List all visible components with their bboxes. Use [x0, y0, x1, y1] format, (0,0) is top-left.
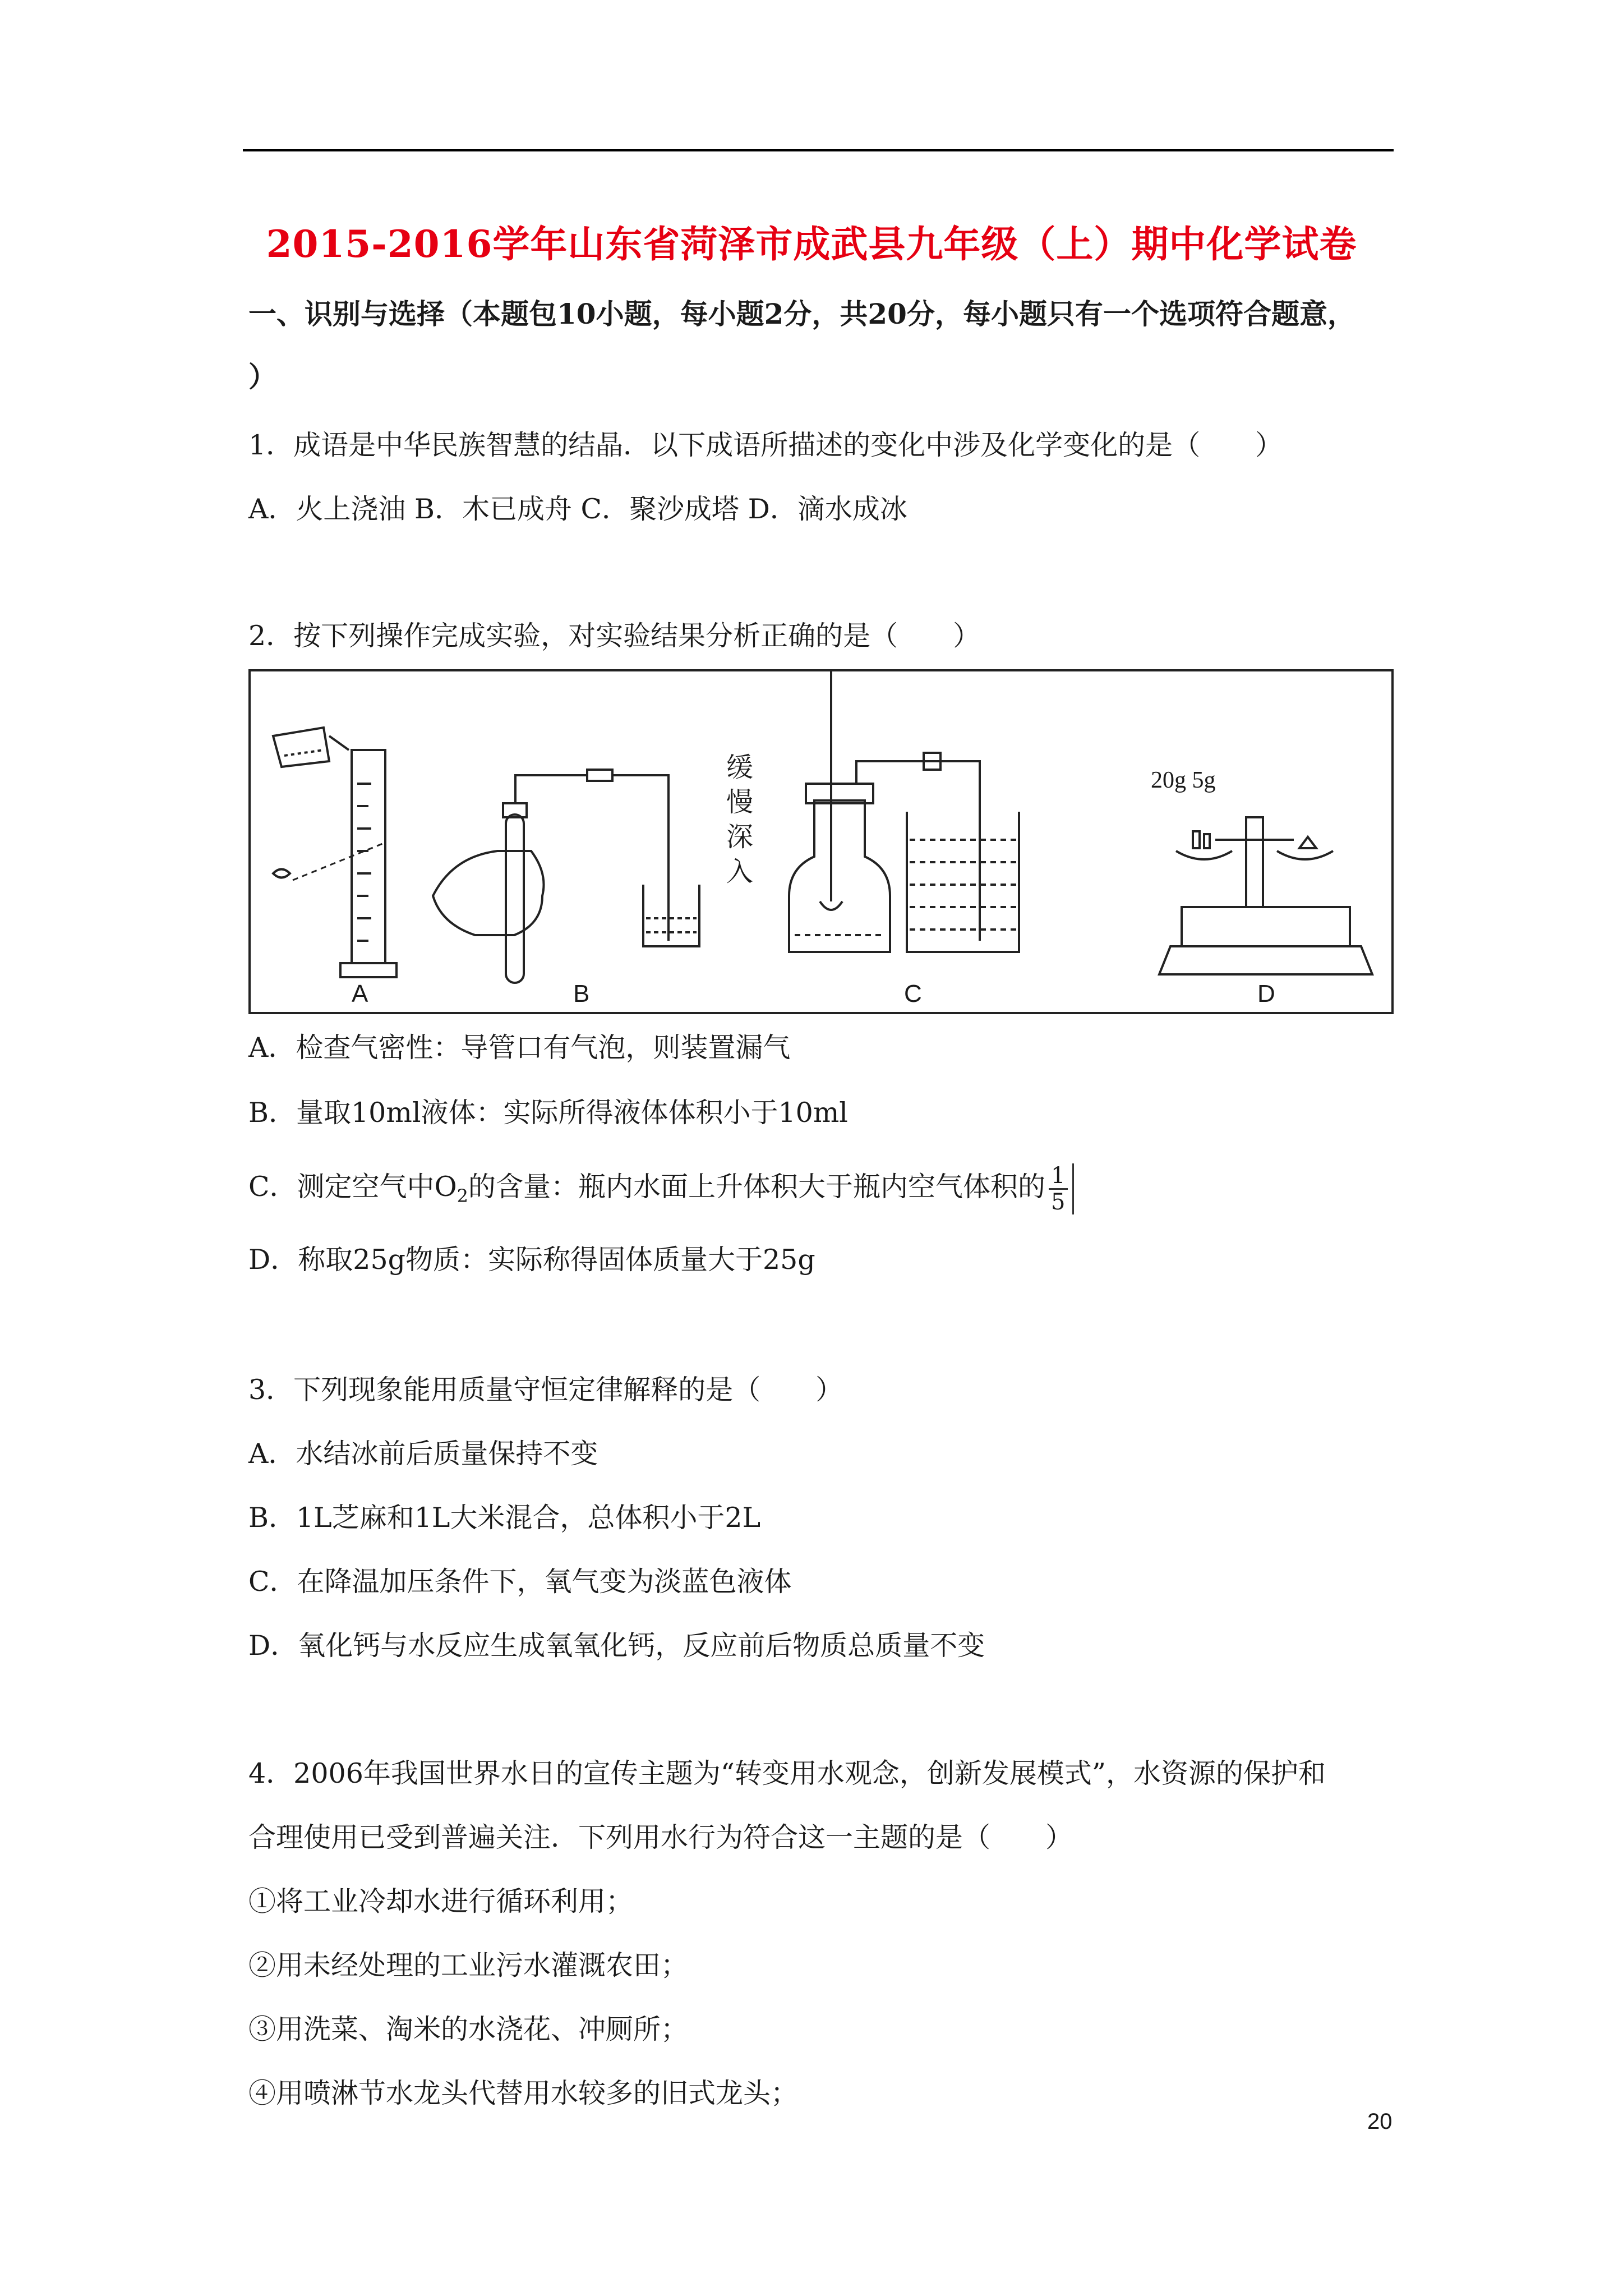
fraction-one-fifth: $\frac{1}{5}$: [1049, 1163, 1073, 1214]
section-heading-cont: ）: [248, 360, 276, 393]
q3-option-c: C．在降温加压条件下，氧气变为淡蓝色液体: [248, 1566, 792, 1598]
q2-option-d: D．称取25g物质：实际称得固体质量大于25g: [248, 1244, 815, 1276]
section-heading: 一、识别与选择（本题包10小题，每小题2分，共20分，每小题只有一个选项符合题意，: [248, 297, 1355, 330]
q4-stem-line1: 4．2006年我国世界水日的宣传主题为“转变用水观念，创新发展模式”，水资源的保护和: [248, 1757, 1326, 1789]
figure-label-c: C: [904, 980, 922, 1007]
q2-option-c: C．测定空气中$O_2$的含量：瓶内水面上升体积大于瓶内空气体积的 $\frac{1}{5}$: [248, 1163, 1074, 1214]
header-rule: [243, 149, 1394, 151]
q2-option-b: B．量取10ml液体：实际所得液体体积小于10ml: [248, 1097, 848, 1129]
q2-stem: 2．按下列操作完成实验，对实验结果分析正确的是（ ）: [248, 620, 981, 652]
q2-option-a: A．检查气密性：导管口有气泡，则装置漏气: [248, 1032, 791, 1064]
q3-option-d: D．氧化钙与水反应生成氧氧化钙，反应前后物质总质量不变: [248, 1630, 985, 1662]
q3-option-b: B．1L芝麻和1L大米混合，总体积小于2L: [248, 1502, 761, 1534]
q4-item-2: ②用未经处理的工业污水灌溉农田；: [248, 1949, 689, 1981]
q4-item-4: ④用喷淋节水龙头代替用水较多的旧式龙头；: [248, 2077, 799, 2109]
figure-c-annotation: 缓 慢 深 入: [726, 752, 754, 887]
q1-stem: 1．成语是中华民族智慧的结晶．以下成语所描述的变化中涉及化学变化的是（ ）: [248, 429, 1283, 461]
q2-figure: [248, 669, 1394, 1014]
apparatus-c-oxygen-test: [789, 671, 1019, 952]
q1-options: A．火上浇油 B．木已成舟 C．聚沙成塔 D．滴水成冰: [248, 493, 907, 525]
page-title: 2015-2016学年山东省菏泽市成武县九年级（上）期中化学试卷: [266, 222, 1357, 266]
apparatus-b-airtight-check: [433, 770, 699, 983]
page-number: 20: [1367, 2109, 1393, 2134]
figure-label-d: D: [1257, 980, 1275, 1007]
q4-stem-line2: 合理使用已受到普遍关注．下列用水行为符合这一主题的是（ ）: [248, 1821, 1073, 1853]
figure-label-b: B: [573, 980, 590, 1007]
apparatus-d-balance: [1159, 817, 1372, 974]
figure-label-a: A: [352, 980, 368, 1007]
q3-stem: 3．下列现象能用质量守恒定律解释的是（ ）: [248, 1374, 843, 1406]
apparatus-a-cylinder: [273, 728, 396, 977]
figure-d-weights: 20g 5g: [1151, 767, 1216, 793]
q4-item-3: ③用洗菜、淘米的水浇花、冲厕所；: [248, 2013, 689, 2045]
q4-item-1: ①将工业冷却水进行循环利用；: [248, 1885, 634, 1917]
q3-option-a: A．水结冰前后质量保持不变: [248, 1438, 598, 1470]
